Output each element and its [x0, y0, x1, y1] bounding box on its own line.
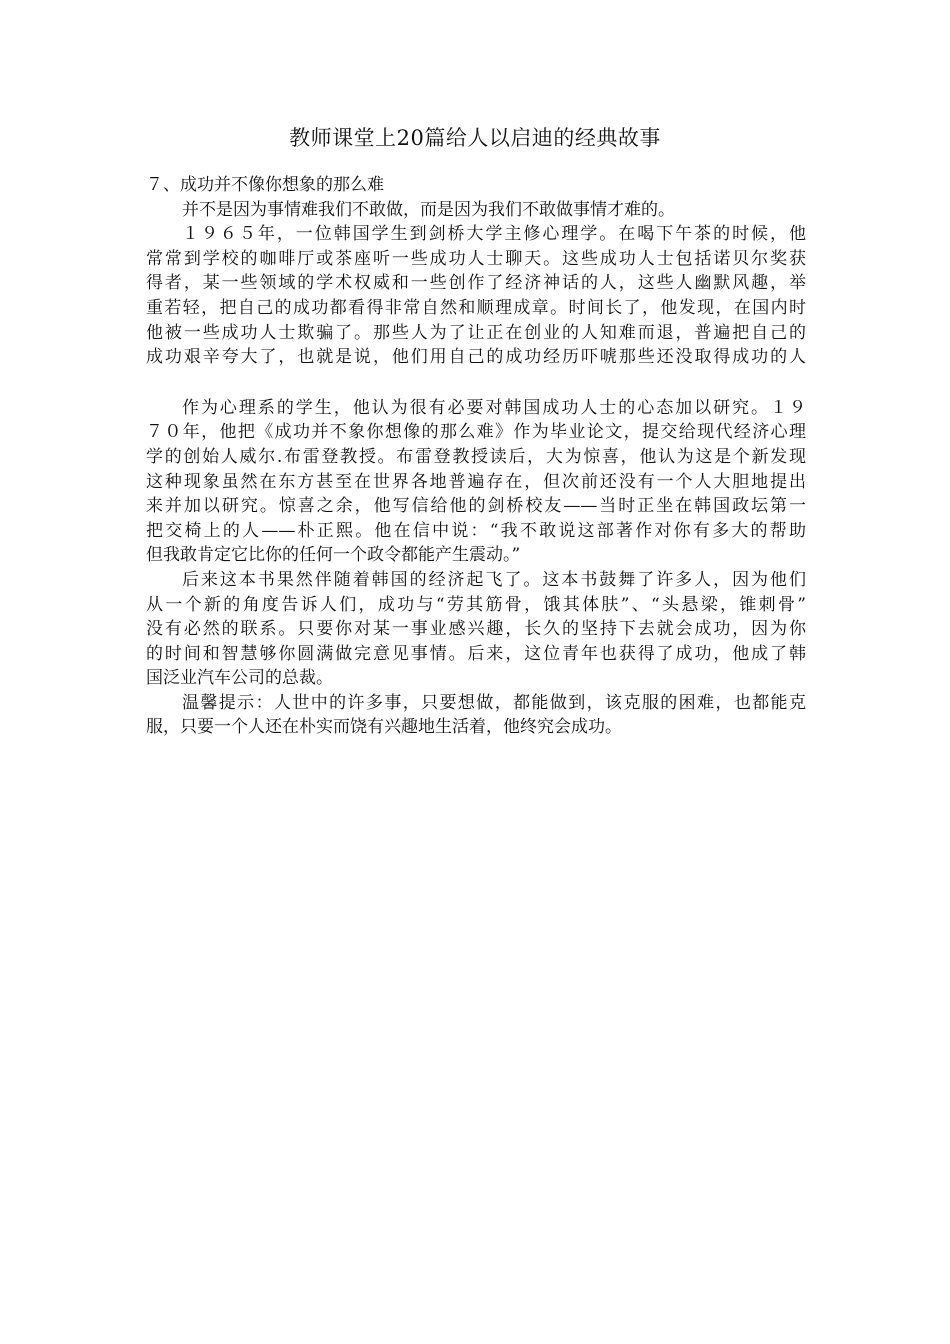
paragraph-line: 常常到学校的咖啡厅或茶座听一些成功人士聊天。这些成功人士包括诺贝尔奖获 [146, 248, 806, 269]
blank-line [146, 370, 806, 396]
paragraph-line: 重若轻，把自己的成功都看得非常自然和顺理成章。时间长了，他发现，在国内时 [146, 297, 806, 318]
paragraph-line: 从一个新的角度告诉人们，成功与“劳其筋骨，饿其体肤”、“头悬梁，锥刺骨” [146, 594, 806, 615]
paragraph-line: 作为心理系的学生，他认为很有必要对韩国成功人士的心态加以研究。１９ [182, 397, 806, 418]
document-title: 教师课堂上20篇给人以启迪的经典故事 [289, 126, 661, 150]
paragraph-line: 但我敢肯定它比你的任何一个政令都能产生震动。” [146, 545, 521, 566]
paragraph-line: 这种现象虽然在东方甚至在世界各地普遍存在，但次前还没有一个人大胆地提出 [146, 471, 806, 492]
paragraph-line: １９６５年，一位韩国学生到剑桥大学主修心理学。在喝下午茶的时候，他 [182, 224, 806, 245]
paragraph-line: 他被一些成功人士欺骗了。那些人为了让正在创业的人知难而退，普遍把自己的 [146, 322, 806, 343]
paragraph-line: 来并加以研究。惊喜之余，他写信给他的剑桥校友——当时正坐在韩国政坛第一 [146, 496, 806, 517]
story-body [146, 173, 806, 740]
paragraph-line: 成功艰辛夸大了，也就是说，他们用自己的成功经历吓唬那些还没取得成功的人 [146, 347, 806, 368]
paragraph-line: 后来这本书果然伴随着韩国的经济起飞了。这本书鼓舞了许多人，因为他们 [182, 569, 806, 590]
paragraph-line: 的时间和智慧够你圆满做完意见事情。后来，这位青年也获得了成功，他成了韩 [146, 643, 806, 664]
paragraph-line: 服，只要一个人还在朴实而饶有兴趣地生活着，他终究会成功。 [146, 717, 622, 738]
paragraph-line: 没有必然的联系。只要你对某一事业感兴趣，长久的坚持下去就会成功，因为你 [146, 619, 806, 640]
paragraph-line: 把交椅上的人——朴正熙。他在信中说：“我不敢说这部著作对你有多大的帮助 [146, 520, 806, 541]
paragraph-line: 得者，某一些领域的学术权威和一些创作了经济神话的人，这些人幽默风趣，举 [146, 273, 806, 294]
paragraph-line: ７０年，他把《成功并不象你想像的那么难》作为毕业论文，提交给现代经济心理 [146, 422, 806, 443]
paragraph-line: 国泛业汽车公司的总裁。 [146, 668, 333, 689]
paragraph-line: 并不是因为事情难我们不敢做，而是因为我们不敢做事情才难的。 [182, 199, 675, 220]
story-heading: ７、成功并不像你想象的那么难 [146, 175, 384, 195]
paragraph-line: 温馨提示：人世中的许多事，只要想做，都能做到，该克服的困难，也都能克 [182, 692, 806, 713]
paragraph-line: 学的创始人威尔.布雷登教授。布雷登教授读后，大为惊喜，他认为这是个新发现 [146, 446, 806, 467]
